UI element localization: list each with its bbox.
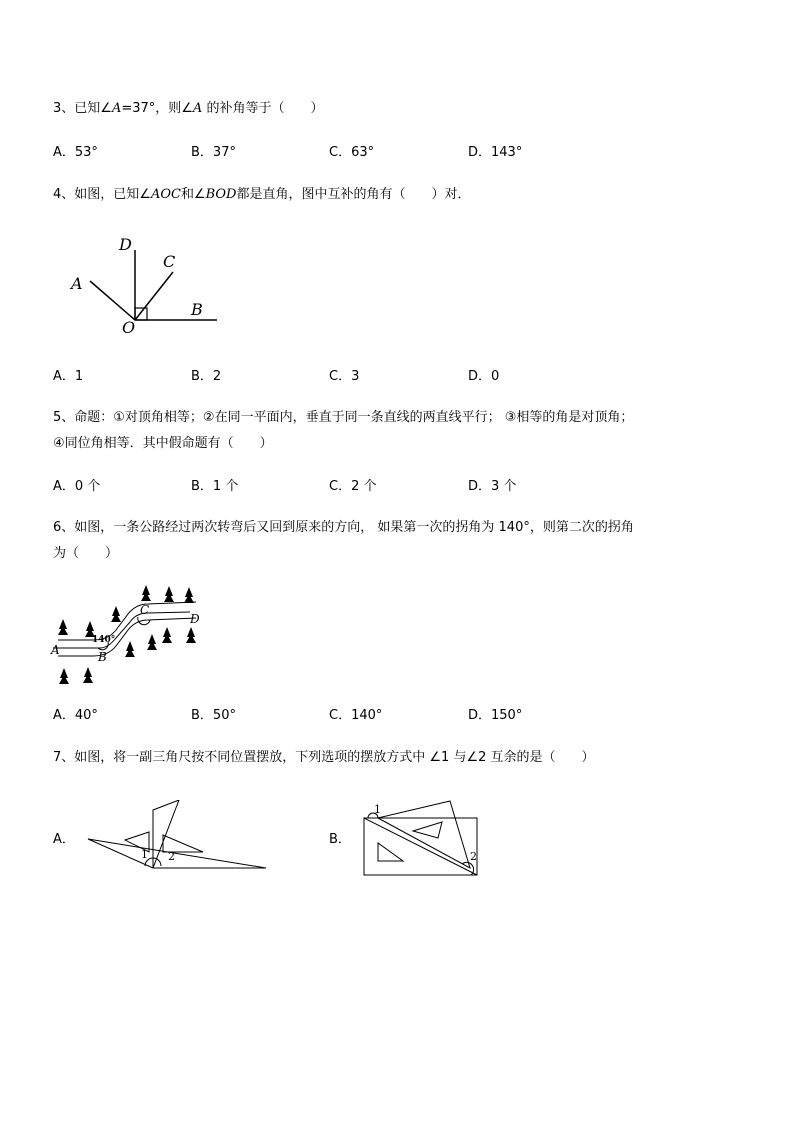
q4-text-mid: 和∠ [180, 187, 206, 202]
label-c: C [163, 252, 176, 271]
q3-stem [53, 100, 323, 118]
q4-figure [60, 232, 230, 342]
q6-figure [48, 582, 218, 687]
q3-var-a2: A [192, 101, 203, 116]
q4-option-c[interactable]: C．3 [329, 369, 360, 384]
label-a: A [51, 643, 60, 657]
triangle-ruler-large [88, 839, 266, 868]
tree-icon [111, 606, 121, 622]
label-d: D [119, 235, 132, 254]
label-b: B [191, 300, 203, 319]
q7-figure-b[interactable] [358, 798, 483, 880]
q4-text-post: 都是直角，图中互补的角有（ ）对． [236, 187, 471, 202]
tree-icon [162, 627, 172, 643]
angle-label-2: 2 [470, 850, 477, 863]
q4-option-b[interactable]: B．2 [191, 369, 222, 384]
q3-option-d[interactable]: D．143° [468, 145, 523, 160]
ray-oa [90, 281, 135, 320]
q4-stem [53, 186, 470, 204]
q6-stem-line1: 6、如图，一条公路经过两次转弯后又回到原来的方向， 如果第一次的拐角为 140°，则第二次的拐角 [53, 520, 634, 535]
q4-var-bod: BOD [205, 187, 237, 202]
triangle-ruler-small [153, 800, 179, 868]
q3-option-a[interactable]: A．53° [53, 145, 98, 160]
q7-option-b[interactable]: B． [329, 832, 351, 847]
tree-icon [164, 586, 174, 602]
ruler-hole-2 [413, 822, 442, 838]
label-d: D [190, 612, 200, 626]
q4-option-d[interactable]: D．0 [468, 369, 500, 384]
q4-var-aoc: AOC [150, 187, 181, 202]
angle-label: 140° [92, 635, 116, 645]
angle-arc-c [138, 617, 150, 625]
label-c: C [140, 603, 150, 617]
q7-figure-a[interactable] [85, 800, 275, 875]
q5-option-c[interactable]: C．2 个 [329, 479, 377, 494]
q5-stem-line1: 5、命题：①对顶角相等；②在同一平面内，垂直于同一条直线的两直线平行； ③相等的角是对顶角； [53, 410, 634, 425]
q3-var-a: A [111, 101, 122, 116]
tree-icon [184, 587, 194, 603]
label-b: B [98, 650, 107, 664]
angle-label-1: 1 [141, 848, 148, 861]
label-o: O [122, 318, 136, 337]
tree-icon [186, 627, 196, 643]
trees [58, 585, 196, 684]
q4-option-a[interactable]: A．1 [53, 369, 84, 384]
q5-option-d[interactable]: D．3 个 [468, 479, 517, 494]
q5-stem-line2: ④同位角相等．其中假命题有（ ） [53, 436, 273, 451]
q7-option-a[interactable]: A． [53, 832, 75, 847]
angle-label-2: 2 [168, 850, 175, 863]
q3-text-pre: 3、已知∠ [53, 101, 112, 116]
q6-stem-line2: 为（ ） [53, 546, 119, 561]
q6-option-c[interactable]: C．140° [329, 708, 383, 723]
q5-option-b[interactable]: B．1 个 [191, 479, 239, 494]
ray-oc [135, 272, 173, 320]
q7-stem: 7、如图，将一副三角尺按不同位置摆放，下列选项的摆放方式中 ∠1 与∠2 互余的是（ ） [53, 750, 595, 765]
q6-option-b[interactable]: B．50° [191, 708, 236, 723]
q3-text-mid: =37°，则∠ [121, 101, 193, 116]
q3-option-b[interactable]: B．37° [191, 145, 236, 160]
tree-icon [141, 585, 151, 601]
tree-icon [59, 668, 69, 684]
q5-option-a[interactable]: A．0 个 [53, 479, 101, 494]
road-edge-upper [58, 602, 196, 640]
q6-option-d[interactable]: D．150° [468, 708, 523, 723]
q3-text-post: 的补角等于（ ） [202, 101, 324, 116]
tree-icon [83, 667, 93, 683]
tree-icon [125, 641, 135, 657]
q6-option-a[interactable]: A．40° [53, 708, 98, 723]
q4-text-pre: 4、如图，已知∠ [53, 187, 151, 202]
angle-label-1: 1 [374, 803, 381, 816]
q3-option-c[interactable]: C．63° [329, 145, 375, 160]
triangle-ruler-1 [364, 818, 477, 875]
tree-icon [58, 619, 68, 635]
label-a: A [71, 274, 83, 293]
tree-icon [147, 634, 157, 650]
ruler-hole-1 [378, 843, 403, 861]
